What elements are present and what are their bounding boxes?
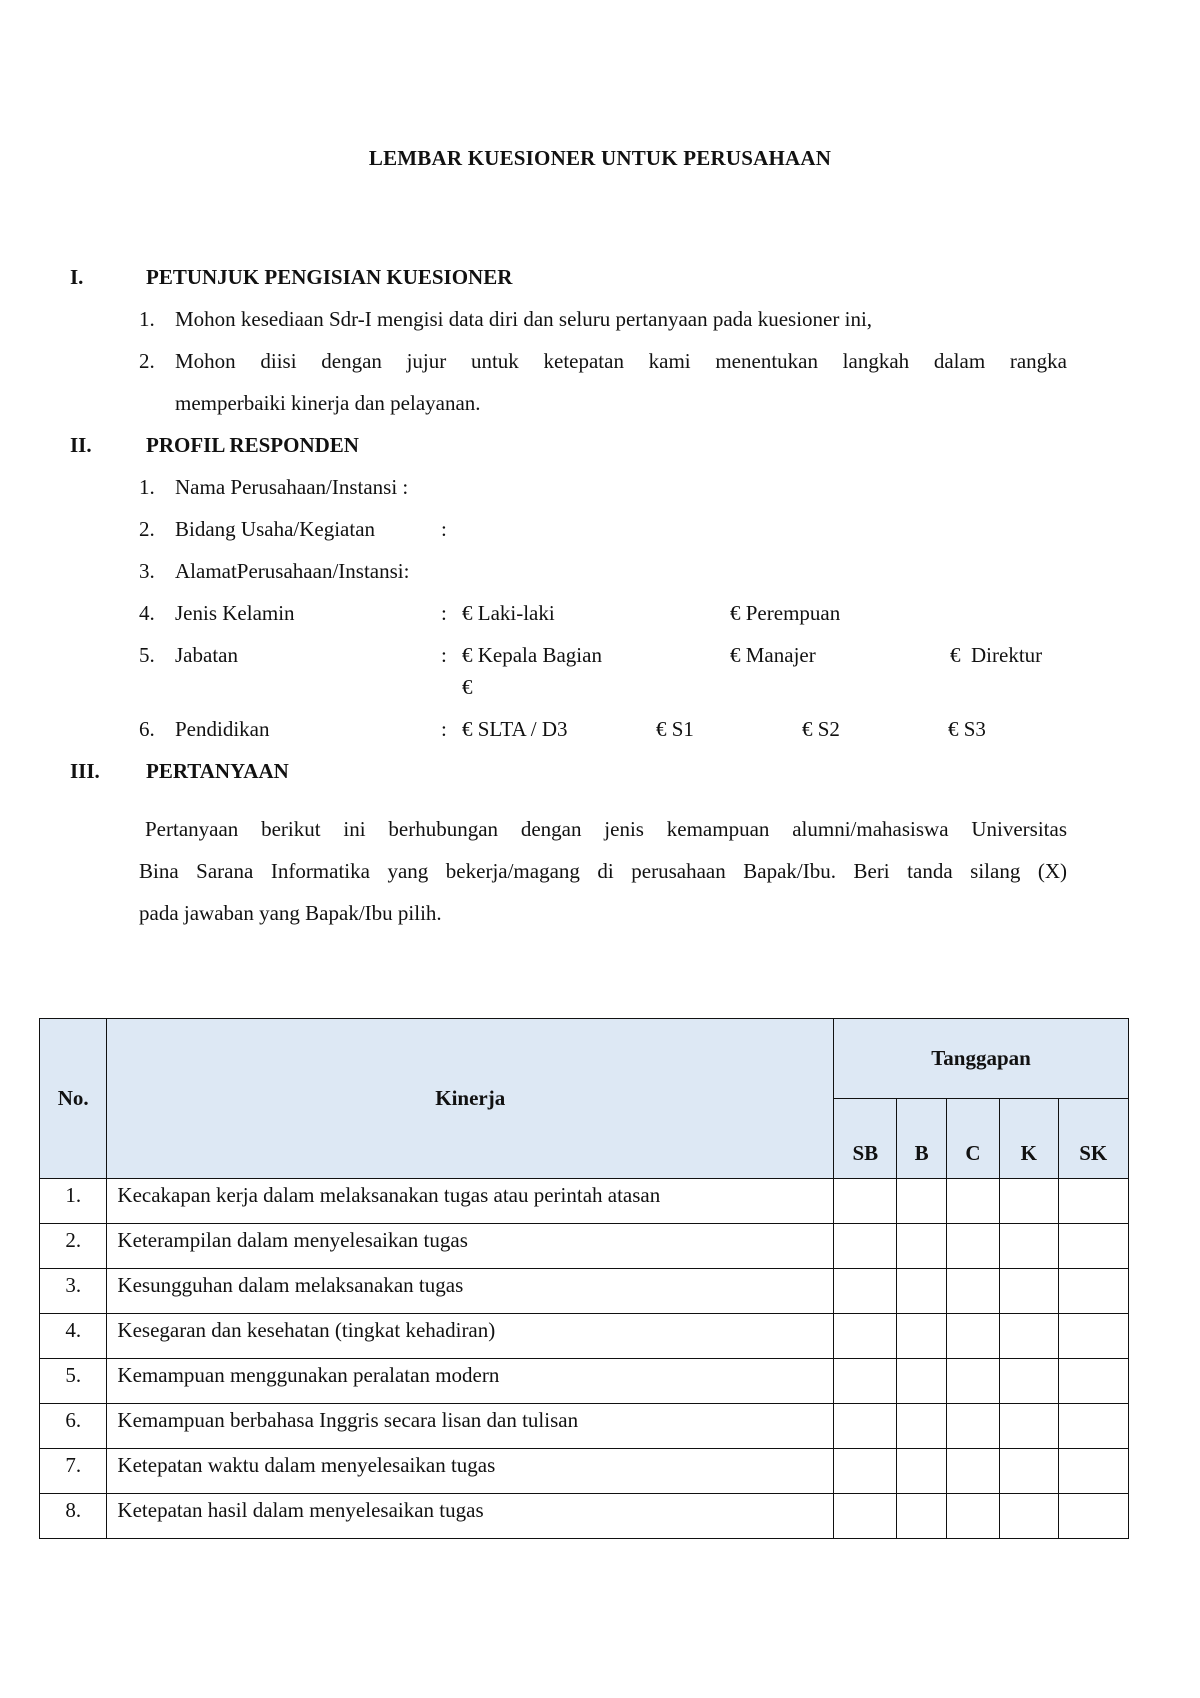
row-number: 3.: [40, 1269, 107, 1314]
profile-1-number: 1.: [139, 475, 155, 499]
profile-gender-colon: :: [441, 601, 447, 625]
cell-b[interactable]: [897, 1359, 946, 1404]
row-number: 6.: [40, 1404, 107, 1449]
education-option-s2[interactable]: € S2: [802, 717, 840, 741]
document-title: LEMBAR KUESIONER UNTUK PERUSAHAAN: [368, 146, 832, 170]
instruction-2-number: 2.: [139, 349, 155, 373]
cell-sk[interactable]: [1058, 1179, 1129, 1224]
gender-option-female[interactable]: € Perempuan: [730, 601, 841, 625]
position-option-other[interactable]: [462, 675, 473, 700]
position-option-manager[interactable]: € Manajer: [730, 643, 816, 667]
cell-sb[interactable]: [834, 1314, 897, 1359]
cell-k[interactable]: [1000, 1359, 1058, 1404]
row-criterion: Kesegaran dan kesehatan (tingkat kehadiran): [107, 1314, 834, 1359]
cell-sb[interactable]: [834, 1359, 897, 1404]
cell-sk[interactable]: [1058, 1404, 1129, 1449]
header-b: B: [897, 1099, 946, 1179]
header-no: No.: [40, 1019, 107, 1179]
profile-4-number: 4.: [139, 601, 155, 625]
instruction-2-line-2: memperbaiki kinerja dan pelayanan.: [175, 391, 481, 415]
row-criterion: Kemampuan berbahasa Inggris secara lisan dan tulisan: [107, 1404, 834, 1449]
profile-3-number: 3.: [139, 559, 155, 583]
table-row: [40, 1359, 1129, 1404]
cell-sb[interactable]: [834, 1269, 897, 1314]
cell-k[interactable]: [1000, 1404, 1058, 1449]
row-number: 1.: [40, 1179, 107, 1224]
cell-b[interactable]: [897, 1269, 946, 1314]
gender-option-male[interactable]: € Laki-laki: [462, 601, 555, 625]
profile-business-field-colon: :: [441, 517, 447, 541]
row-criterion: Ketepatan hasil dalam menyelesaikan tugas: [107, 1494, 834, 1539]
section-1-title: PETUNJUK PENGISIAN KUESIONER: [146, 265, 513, 289]
profile-company-name-label: Nama Perusahaan/Instansi :: [175, 475, 409, 499]
header-sk: SK: [1058, 1099, 1129, 1179]
profile-education-colon: :: [441, 717, 447, 741]
profile-gender-label: Jenis Kelamin: [175, 601, 295, 625]
section-2-number: II.: [70, 433, 92, 457]
position-option-director[interactable]: € Direktur: [950, 643, 1043, 667]
table-row: [40, 1179, 1129, 1224]
checkbox-icon: €: [730, 601, 741, 625]
cell-sk[interactable]: [1058, 1224, 1129, 1269]
checkbox-icon: €: [462, 601, 473, 625]
question-intro-line-3: pada jawaban yang Bapak/Ibu pilih.: [139, 901, 442, 925]
cell-sb[interactable]: [834, 1449, 897, 1494]
cell-sb[interactable]: [834, 1494, 897, 1539]
cell-b[interactable]: [897, 1314, 946, 1359]
row-criterion: Ketepatan waktu dalam menyelesaikan tugas: [107, 1449, 834, 1494]
table-row: [40, 1494, 1129, 1539]
cell-sb[interactable]: [834, 1404, 897, 1449]
cell-k[interactable]: [1000, 1314, 1058, 1359]
cell-sb[interactable]: [834, 1224, 897, 1269]
table-row: [40, 1269, 1129, 1314]
row-number: 2.: [40, 1224, 107, 1269]
section-3-number: III.: [70, 759, 100, 783]
education-option-s1[interactable]: € S1: [656, 717, 694, 741]
checkbox-icon: €: [948, 717, 959, 741]
cell-c[interactable]: [946, 1179, 999, 1224]
profile-position-label: Jabatan: [175, 643, 238, 667]
position-option-head[interactable]: € Kepala Bagian: [462, 643, 602, 667]
section-2-title: PROFIL RESPONDEN: [146, 433, 359, 457]
row-criterion: Kecakapan kerja dalam melaksanakan tugas atau perintah atasan: [107, 1179, 834, 1224]
profile-address-label: AlamatPerusahaan/Instansi:: [175, 559, 410, 583]
cell-b[interactable]: [897, 1224, 946, 1269]
cell-b[interactable]: [897, 1449, 946, 1494]
checkbox-icon: €: [802, 717, 813, 741]
cell-sk[interactable]: [1058, 1359, 1129, 1404]
row-number: 7.: [40, 1449, 107, 1494]
cell-c[interactable]: [946, 1404, 999, 1449]
question-intro-line-2: Bina Sarana Informatika yang bekerja/magang di perusahaan Bapak/Ibu. Beri tanda silang (X): [139, 859, 1067, 883]
instruction-2-line-1: Mohon diisi dengan jujur untuk ketepatan kami menentukan langkah dalam rangka: [175, 349, 1067, 373]
table-row: [40, 1404, 1129, 1449]
education-option-s3[interactable]: € S3: [948, 717, 986, 741]
checkbox-icon: €: [462, 643, 473, 667]
checkbox-icon: €: [462, 717, 473, 741]
cell-b[interactable]: [897, 1494, 946, 1539]
header-tanggapan: Tanggapan: [834, 1019, 1129, 1099]
profile-6-number: 6.: [139, 717, 155, 741]
instruction-1-number: 1.: [139, 307, 155, 331]
table-row: [40, 1314, 1129, 1359]
cell-sk[interactable]: [1058, 1314, 1129, 1359]
checkbox-icon: €: [730, 643, 741, 667]
cell-k[interactable]: [1000, 1494, 1058, 1539]
cell-sk[interactable]: [1058, 1494, 1129, 1539]
checkbox-icon: €: [950, 643, 961, 667]
cell-k[interactable]: [1000, 1179, 1058, 1224]
cell-k[interactable]: [1000, 1449, 1058, 1494]
row-criterion: Kesungguhan dalam melaksanakan tugas: [107, 1269, 834, 1314]
performance-table: [39, 1018, 1129, 1539]
profile-position-colon: :: [441, 643, 447, 667]
cell-c[interactable]: [946, 1494, 999, 1539]
profile-education-label: Pendidikan: [175, 717, 270, 741]
profile-business-field-label: Bidang Usaha/Kegiatan: [175, 517, 376, 541]
cell-c[interactable]: [946, 1359, 999, 1404]
profile-2-number: 2.: [139, 517, 155, 541]
row-criterion: Keterampilan dalam menyelesaikan tugas: [107, 1224, 834, 1269]
cell-k[interactable]: [1000, 1269, 1058, 1314]
cell-sk[interactable]: [1058, 1449, 1129, 1494]
question-intro-line-1: Pertanyaan berikut ini berhubungan dengan jenis kemampuan alumni/mahasiswa Universitas: [145, 817, 1067, 841]
header-sb: SB: [834, 1099, 897, 1179]
cell-b[interactable]: [897, 1179, 946, 1224]
row-criterion: Kemampuan menggunakan peralatan modern: [107, 1359, 834, 1404]
table-row: [40, 1224, 1129, 1269]
table-row: [40, 1449, 1129, 1494]
cell-c[interactable]: [946, 1224, 999, 1269]
section-1-number: I.: [70, 265, 84, 289]
question-intro-paragraph: [139, 808, 1067, 934]
section-3-title: PERTANYAAN: [146, 759, 289, 783]
education-option-slta-d3[interactable]: € SLTA / D3: [462, 717, 568, 741]
checkbox-icon: €: [656, 717, 667, 741]
cell-sb[interactable]: [834, 1179, 897, 1224]
cell-k[interactable]: [1000, 1224, 1058, 1269]
header-c: C: [946, 1099, 999, 1179]
row-number: 5.: [40, 1359, 107, 1404]
cell-c[interactable]: [946, 1269, 999, 1314]
header-k: K: [1000, 1099, 1058, 1179]
cell-c[interactable]: [946, 1314, 999, 1359]
row-number: 4.: [40, 1314, 107, 1359]
cell-sk[interactable]: [1058, 1269, 1129, 1314]
row-number: 8.: [40, 1494, 107, 1539]
instruction-1-text: Mohon kesediaan Sdr-I mengisi data diri dan seluru pertanyaan pada kuesioner ini,: [175, 307, 873, 331]
cell-b[interactable]: [897, 1404, 946, 1449]
profile-5-number: 5.: [139, 643, 155, 667]
header-kinerja: Kinerja: [107, 1019, 834, 1179]
checkbox-icon: €: [462, 675, 473, 699]
cell-c[interactable]: [946, 1449, 999, 1494]
